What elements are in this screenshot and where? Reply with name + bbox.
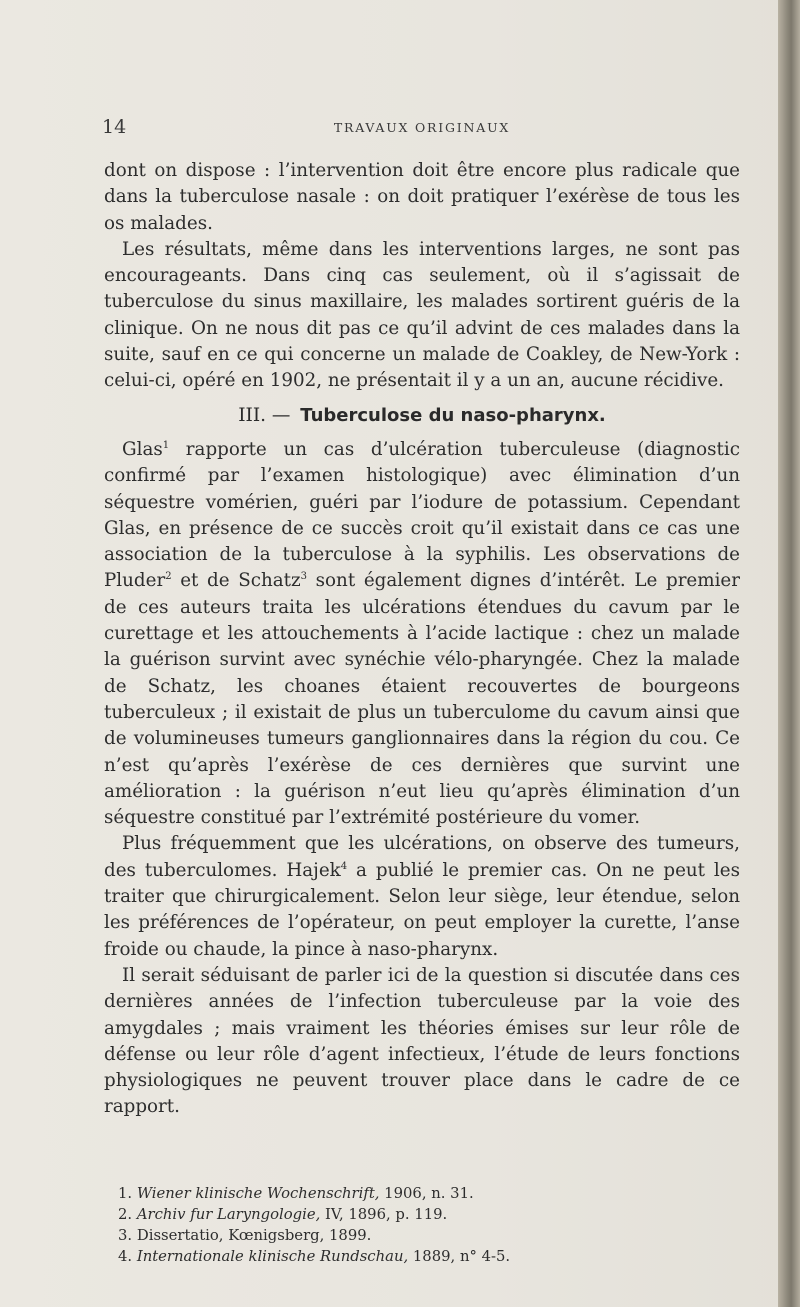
footnote xyxy=(118,1204,738,1225)
paragraph: Les résultats, même dans les interventions larges, ne sont pas encourageants. Dans cinq cas seulement, où il s’agissait de tuberculose du sinus maxillaire, les malades sortirent guéris de la clinique. On ne nous dit pas ce qu’il advint de ces malades dans la suite, sauf en ce qui concerne un malade de Coakley, de New-York : celui-ci, opéré en 1902, ne présentait il y a un an, aucune récidive. xyxy=(104,238,740,392)
page-edge xyxy=(778,0,800,1307)
footnote-details: IV, 1896, p. 119. xyxy=(320,1206,448,1223)
footnote-number: 1. xyxy=(118,1185,133,1202)
footnote-source: Wiener klinische Wochenschrift, xyxy=(136,1185,380,1202)
footnote-ref: 2 xyxy=(165,571,172,583)
footnote-ref: 4 xyxy=(340,860,348,872)
footnote-number: 2. xyxy=(118,1206,133,1223)
footnote xyxy=(118,1246,738,1267)
page-number: 14 xyxy=(102,116,127,138)
footnote xyxy=(118,1183,738,1204)
footnote-details: 1906, n. 31. xyxy=(379,1185,474,1202)
running-title: TRAVAUX ORIGINAUX xyxy=(333,120,511,135)
page-header xyxy=(102,116,742,144)
paragraph-text: Glas xyxy=(122,438,163,460)
footnote-details: 1889, n° 4-5. xyxy=(408,1248,511,1265)
section-title: Tuberculose du naso-pharynx. xyxy=(300,404,606,426)
footnote xyxy=(118,1225,738,1246)
footnotes xyxy=(118,1183,738,1267)
paragraph: Il serait séduisant de parler ici de la question si discutée dans ces dernières années de l’infection tuberculeuse par la voie des amygdales ; mais vraiment les théories émises sur leur rôle de défense ou leur rôle d’agent infectieux, l’étude de leurs fonctions physiologiques ne peuvent trouver place dans le cadre de ce rapport. xyxy=(104,964,740,1118)
footnote-source: Internationale klinische Rundschau, xyxy=(136,1248,409,1265)
section-heading xyxy=(104,403,740,429)
paragraph xyxy=(104,831,740,962)
footnote-number: 3. xyxy=(118,1227,133,1244)
body-text xyxy=(104,158,740,1121)
footnote-ref: 1 xyxy=(162,439,170,451)
paragraph: dont on dispose : l’intervention doit être encore plus radicale que dans la tuberculose nasale : on doit pratiquer l’exérèse de tous les os malades. xyxy=(104,160,740,234)
footnote-ref: 3 xyxy=(300,571,307,583)
footnote-source: Archiv fur Laryngologie, xyxy=(136,1206,321,1223)
paragraph-text: a publié le premier cas. On ne peut les traiter que chirurgicalement. Selon leur siège, leur étendue, selon les préférences de l’opérateur, on peut employer la curette, l’anse froide ou chaude, la pince à naso-pharynx. xyxy=(104,859,740,960)
paragraph-text: sont également dignes d’intérêt. Le premier de ces auteurs traita les ulcérations étendues du cavum par le curettage et les attouchements à l’acide lactique : chez un malade la guérison survint avec synéchie vélo-pharyngée. Chez la malade de Schatz, les choanes étaient recouvertes de bourgeons tuberculeux ; il existait de plus un tuberculome du cavum ainsi que de volumineuses tumeurs ganglionnaires dans la région du cou. Ce n’est qu’après l’exérèse de ces dernières que survint une amélioration : la guérison n’eut lieu qu’après élimination d’un séquestre constitué par l’extrémité postérieure du vomer. xyxy=(104,570,740,829)
paragraph-text: et de Schatz xyxy=(171,570,301,592)
footnote-number: 4. xyxy=(118,1248,133,1265)
paragraph xyxy=(104,437,740,831)
paragraph-text: Plus fréquemment que les ulcérations, on observe des tumeurs, des tuberculomes. Hajek xyxy=(104,833,740,881)
section-number: III. — xyxy=(238,404,291,426)
paragraph-text: rapporte un cas d’ulcération tuberculeuse (diagnostic confirmé par l’examen histologique) avec élimination d’un séquestre vomérien, guéri par l’iodure de potassium. Cependant Glas, en présence de ce succès croit qu’il existait dans ce cas une association de la tuberculose à la syphilis. Les observations de Pluder xyxy=(104,438,740,592)
footnote-details: Dissertatio, Kœnigsberg, 1899. xyxy=(136,1227,372,1244)
